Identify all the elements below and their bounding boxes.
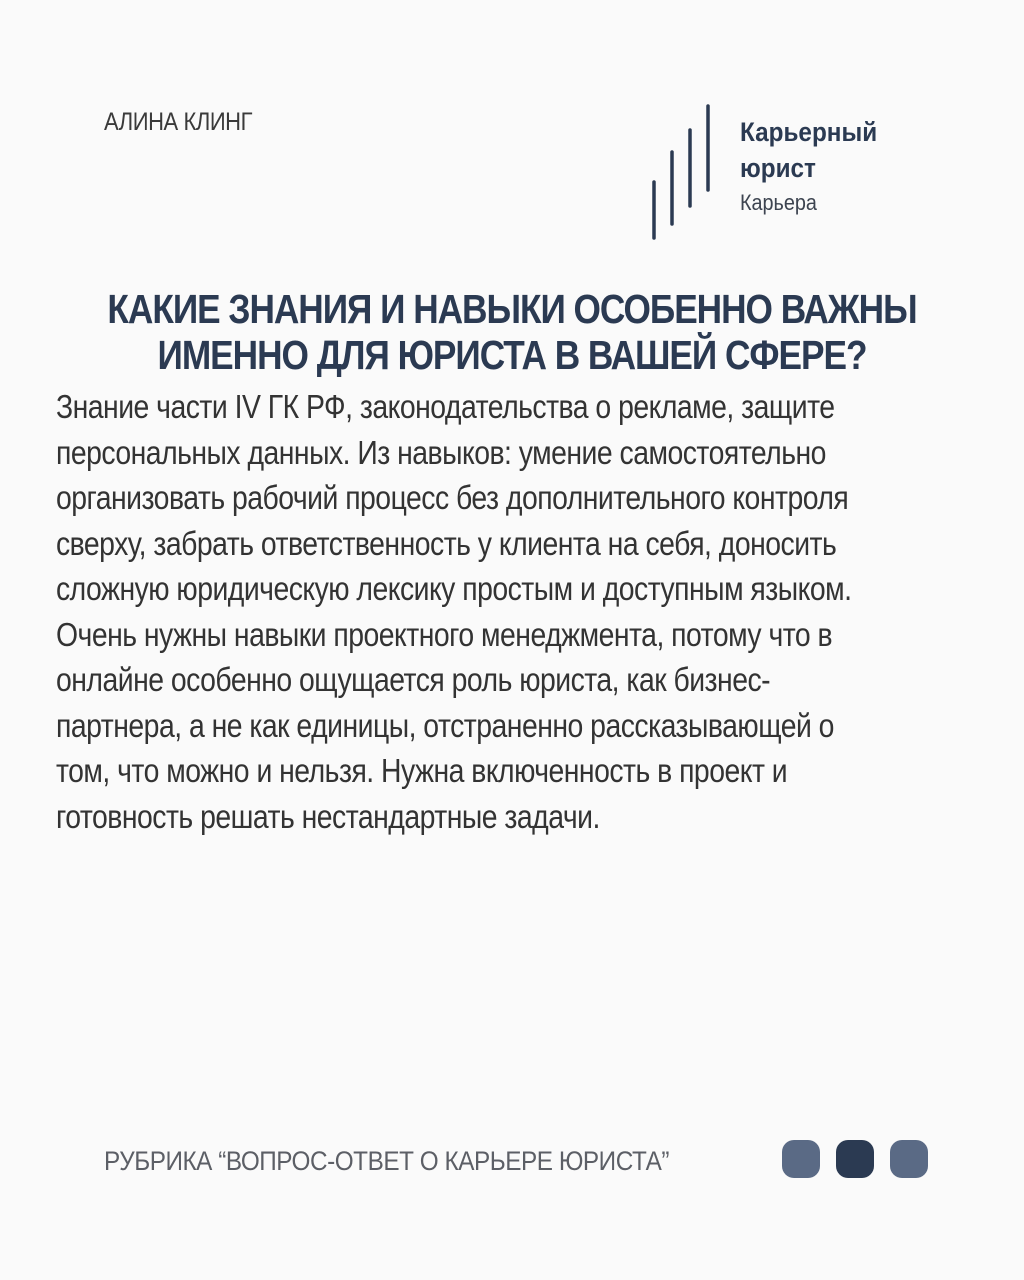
page-dot-3: [890, 1140, 928, 1178]
bars-logo-icon: [648, 100, 718, 245]
logo-subtitle: Карьера: [740, 190, 817, 215]
question-line-2: ИМЕННО ДЛЯ ЮРИСТА В ВАШЕЙ СФЕРЕ?: [157, 332, 867, 378]
answer-text: [56, 384, 950, 839]
logo-line-2: юрист: [740, 153, 816, 183]
answer-line: Знание части IV ГК РФ, законодательства о рекламе, защите: [56, 388, 835, 425]
answer-line: персональных данных. Из навыков: умение самостоятельно: [56, 433, 826, 471]
page-dot-1: [782, 1140, 820, 1178]
rubric-footer: РУБРИКА “ВОПРОС-ОТВЕТ О КАРЬЕРЕ ЮРИСТА”: [104, 1146, 669, 1176]
logo-text: [740, 114, 892, 220]
pagination-dots: [782, 1140, 928, 1178]
page-dot-2: [836, 1140, 874, 1178]
author-name: АЛИНА КЛИНГ: [104, 108, 253, 136]
answer-line: онлайне особенно ощущается роль юриста, как бизнес-: [56, 661, 771, 698]
answer-line: сверху, забрать ответственность у клиента на себя, доносить: [56, 524, 837, 562]
question-heading: [106, 286, 918, 378]
logo-line-1: Карьерный: [740, 117, 878, 147]
answer-line: партнера, а не как единицы, отстраненно рассказывающей о: [56, 706, 834, 744]
answer-line: том, что можно и нельзя. Нужна включенность в проект и: [56, 752, 788, 789]
question-line-1: КАКИЕ ЗНАНИЯ И НАВЫКИ ОСОБЕННО ВАЖНЫ: [107, 286, 917, 332]
answer-line: сложную юридическую лексику простым и доступным языком.: [56, 570, 852, 607]
answer-line: Очень нужны навыки проектного менеджмента, потому что в: [56, 615, 833, 653]
brand-logo: [648, 100, 948, 250]
answer-line: готовность решать нестандартные задачи.: [56, 797, 600, 835]
answer-line: организовать рабочий процесс без дополнительного контроля: [56, 479, 849, 516]
